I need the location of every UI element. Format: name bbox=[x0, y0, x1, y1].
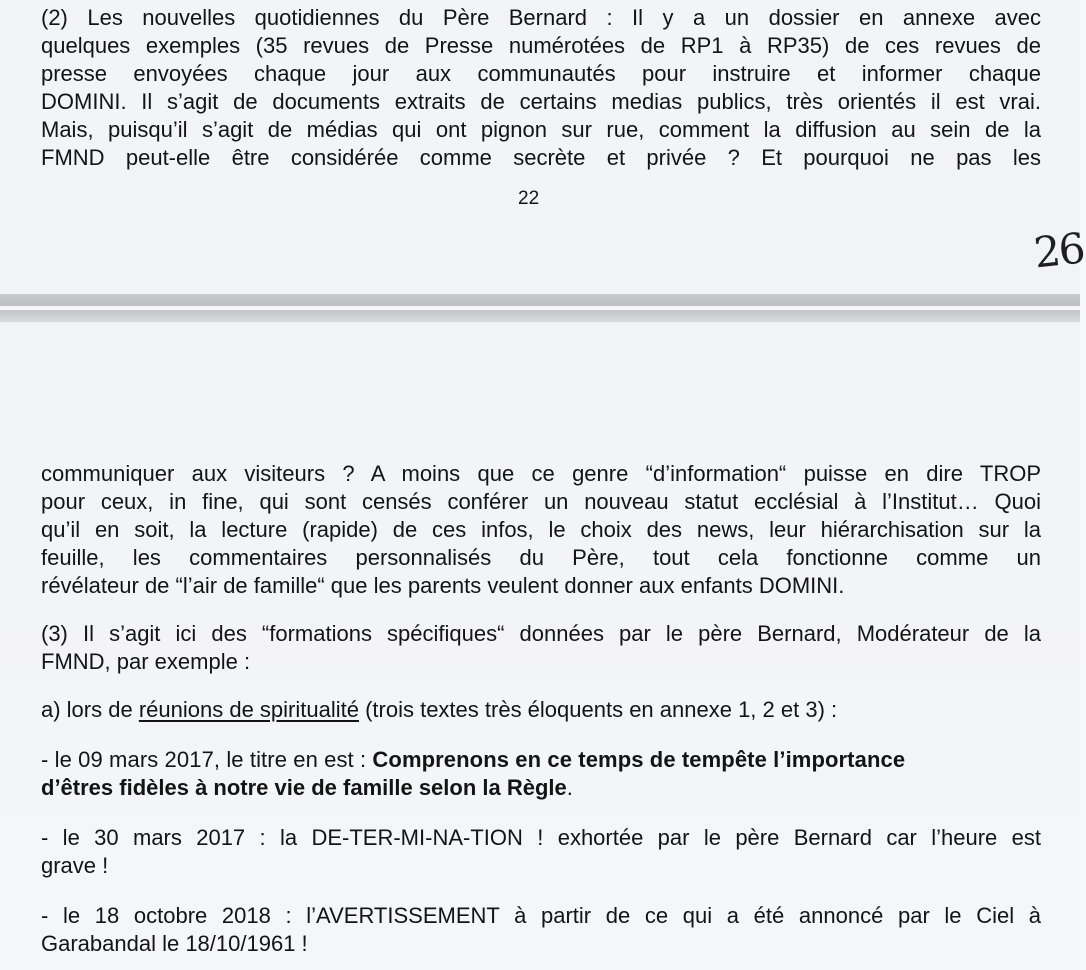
entry-2-line: grave ! bbox=[41, 853, 109, 878]
entry-1-bold-title: Comprenons en ce temps de tempête l’importance bbox=[372, 747, 906, 772]
entry-1-suffix: . bbox=[566, 775, 573, 800]
paragraph-line: révélateur de “l’air de famille“ que les parents veulent donner aux enfants DOMINI. bbox=[41, 573, 845, 598]
paragraph-line: pour ceux, in fine, qui sont censés conférer un nouveau statut ecclésial à l’Institut… Quoi bbox=[41, 489, 1041, 514]
entry-3-line: - le 18 octobre 2018 : l’AVERTISSEMENT à partir de ce qui a été annoncé par le Ciel à bbox=[41, 903, 1041, 928]
paragraph-line: Mais, puisqu’il s’agit de médias qui ont pignon sur rue, comment la diffusion au sein de la bbox=[41, 117, 1041, 142]
page-separator-highlight bbox=[0, 306, 1080, 310]
handwritten-page-mark: 26 bbox=[1031, 223, 1086, 278]
page-number: 22 bbox=[518, 188, 540, 209]
item-a-suffix: (trois textes très éloquents en annexe 1, 2 et 3) : bbox=[358, 697, 838, 722]
paragraph-line: presse envoyées chaque jour aux communautés pour instruire et informer chaque bbox=[41, 61, 1041, 86]
paragraph-line: feuille, les commentaires personnalisés du Père, tout cela fonctionne comme un bbox=[41, 545, 1041, 570]
entry-1-bold-title-cont: d’êtres fidèles à notre vie de famille selon la Règle bbox=[41, 775, 567, 800]
point-3-line: FMND, par exemple : bbox=[41, 649, 251, 674]
entry-3-line: Garabandal le 18/10/1961 ! bbox=[41, 931, 308, 956]
item-a-prefix: a) lors de bbox=[41, 697, 139, 722]
paragraph-line: DOMINI. Il s’agit de documents extraits de certains medias publics, très orientés il est vrai. bbox=[41, 89, 1041, 114]
paragraph-line: FMND peut-elle être considérée comme secrète et privée ? Et pourquoi ne pas les bbox=[41, 145, 1041, 170]
paragraph-line: communiquer aux visiteurs ? A moins que ce genre “d’information“ puisse en dire TROP bbox=[41, 461, 1041, 486]
entry-1-prefix: - le 09 mars 2017, le titre en est : bbox=[41, 747, 373, 772]
entry-2-line: - le 30 mars 2017 : la DE-TER-MI-NA-TION ! exhortée par le père Bernard car l’heure est bbox=[41, 825, 1041, 850]
paragraph-line: quelques exemples (35 revues de Presse numérotées de RP1 à RP35) de ces revues de bbox=[41, 33, 1041, 58]
top-page-scan bbox=[0, 0, 1086, 294]
paragraph-line: qu’il en soit, la lecture (rapide) de ces infos, le choix des news, leur hiérarchisation sur la bbox=[41, 517, 1041, 542]
point-3-line: (3) Il s’agit ici des “formations spécifiques“ données par le père Bernard, Modérateur de la bbox=[41, 621, 1041, 646]
item-a-line bbox=[41, 696, 837, 724]
entry-1-line bbox=[41, 746, 905, 774]
bottom-page-scan bbox=[0, 322, 1080, 970]
item-a-underlined: réunions de spiritualité bbox=[138, 697, 359, 722]
entry-1-line bbox=[41, 774, 573, 802]
paragraph-line: (2) Les nouvelles quotidiennes du Père Bernard : Il y a un dossier en annexe avec bbox=[41, 5, 1041, 30]
